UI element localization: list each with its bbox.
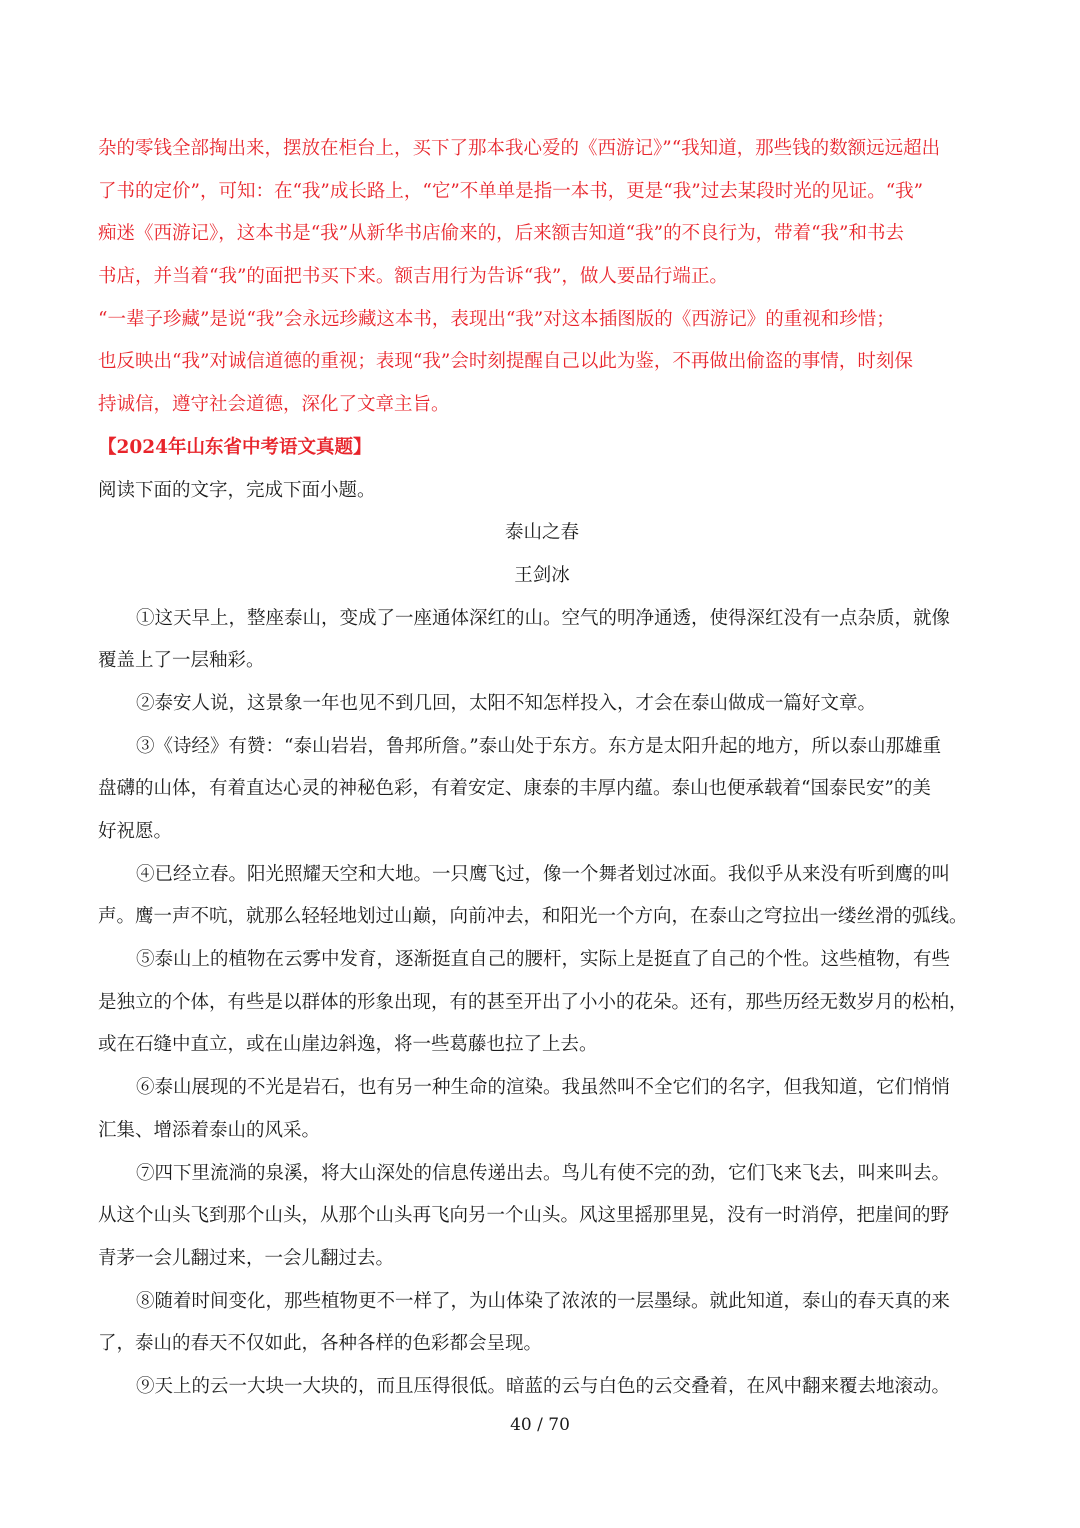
answer-block [98, 128, 986, 427]
page-number: 40 / 70 [510, 1415, 570, 1435]
article-line: ⑤泰山上的植物在云雾中发育，逐渐挺直自己的腰杆，实际上是挺直了自己的个性。这些植物，有些 [136, 949, 951, 971]
answer-line: 持诚信，遵守社会道德，深化了文章主旨。 [98, 394, 450, 416]
article-line: 好祝愿。 [98, 821, 173, 842]
article-line: ⑦四下里流淌的泉溪，将大山深处的信息传递出去。鸟儿有使不完的劲，它们飞来飞去，叫来叫去。 [136, 1162, 951, 1184]
article-line: 覆盖上了一层釉彩。 [98, 650, 265, 672]
article-line: 声。鹰一声不吭，就那么轻轻地划过山巅，向前冲去，和阳光一个方向，在泰山之穹拉出一缕丝滑的弧线。 [98, 906, 968, 928]
article-line: ⑨天上的云一大块一大块的，而且压得很低。暗蓝的云与白色的云交叠着，在风中翻来覆去地滚动。 [136, 1375, 951, 1397]
article-author: 王剑冰 [514, 564, 570, 586]
article-line: 汇集、增添着泰山的风采。 [98, 1119, 321, 1141]
answer-line: 书店，并当着“我”的面把书买下来。额吉用行为告诉“我”，做人要品行端正。 [98, 266, 728, 288]
article-line: 或在石缝中直立，或在山崖边斜逸，将一些葛藤也拉了上去。 [98, 1034, 598, 1056]
document-page [98, 128, 986, 1409]
article-line: 从这个山头飞到那个山头，从那个山头再飞向另一个山头。风这里摇那里晃，没有一时消停，把崖间的野 [98, 1205, 950, 1227]
article-line: ②泰安人说，这景象一年也见不到几回，太阳不知怎样投入，才会在泰山做成一篇好文章。 [136, 692, 877, 714]
article-line: ⑧随着时间变化，那些植物更不一样了，为山体染了浓浓的一层墨绿。就此知道，泰山的春天真的来 [136, 1290, 951, 1312]
answer-line: 也反映出“我”对诚信道德的重视；表现“我”会时刻提醒自己以此为鉴，不再做出偷盗的事情，时刻保 [98, 351, 913, 373]
instruction-text: 阅读下面的文字，完成下面小题。 [98, 479, 376, 501]
article-line: ①这天早上，整座泰山，变成了一座通体深红的山。空气的明净通透，使得深红没有一点杂质，就像 [136, 607, 951, 629]
article-body [98, 598, 986, 1409]
answer-line: 痴迷《西游记》，这本书是“我”从新华书店偷来的，后来额吉知道“我”的不良行为，带着“我”和书去 [98, 223, 905, 245]
article-line: 青茅一会儿翻过来，一会儿翻过去。 [98, 1247, 395, 1269]
article-line: ⑥泰山展现的不光是岩石，也有另一种生命的渲染。我虽然叫不全它们的名字，但我知道，它们悄悄 [136, 1077, 951, 1099]
article-title: 泰山之春 [504, 522, 579, 544]
article-line: 盘礴的山体，有着直达心灵的神秘色彩，有着安定、康泰的丰厚内蕴。泰山也便承载着“国泰民安”的美 [98, 778, 931, 800]
article-line: 是独立的个体，有些是以群体的形象出现，有的甚至开出了小小的花朵。还有，那些历经无数岁月的松柏， [98, 991, 968, 1013]
answer-line: 了书的定价”，可知：在“我”成长路上，“它”不单单是指一本书，更是“我”过去某段时光的见证。“我” [98, 180, 924, 202]
answer-line: 杂的零钱全部掏出来，摆放在柜台上，买下了那本我心爱的《西游记》”“我知道，那些钱的数额远远超出 [98, 138, 941, 159]
answer-line: “一辈子珍藏”是说“我”会永远珍藏这本书，表现出“我”对这本插图版的《西游记》的重视和珍惜； [98, 308, 895, 330]
article-line: ④已经立春。阳光照耀天空和大地。一只鹰飞过，像一个舞者划过冰面。我似乎从来没有听到鹰的叫 [136, 863, 951, 885]
exam-heading: 【2024年山东省中考语文真题】 [98, 436, 372, 458]
article-line: 了，泰山的春天不仅如此，各种各样的色彩都会呈现。 [98, 1333, 543, 1355]
article-line: ③《诗经》有赞：“泰山岩岩，鲁邦所詹。”泰山处于东方。东方是太阳升起的地方，所以泰山那雄重 [136, 735, 942, 757]
